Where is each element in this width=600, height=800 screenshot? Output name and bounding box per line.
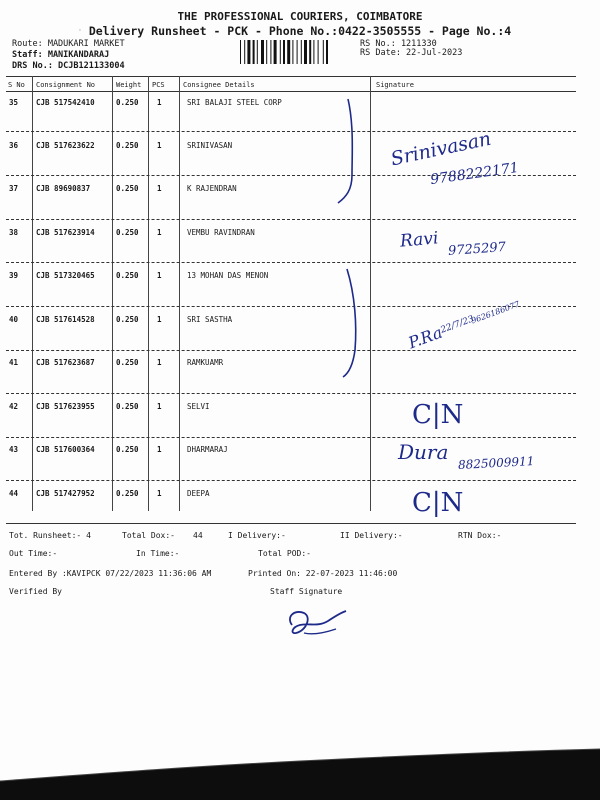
signature-36-name: Srinivasan — [388, 127, 494, 171]
staff-signature-mark — [282, 603, 352, 639]
signature-36-phone: 9788222171 — [429, 159, 520, 189]
staff-signature-label: Staff Signature — [270, 587, 343, 596]
printed-on: Printed On: 22-07-2023 11:46:00 — [248, 569, 398, 578]
signature-40-name: P.Ra — [405, 322, 445, 353]
in-time: In Time:- — [136, 549, 180, 558]
signature-43-phone: 8825009911 — [457, 454, 535, 472]
signature-40-date: 22/7/23 — [439, 314, 476, 336]
row-weight: 0.250 — [116, 402, 139, 411]
col-divider — [32, 76, 33, 511]
row-weight: 0.250 — [116, 445, 139, 454]
row-divider — [6, 393, 576, 394]
entered-by: Entered By :KAVIPCK 07/22/2023 11:36:06 AM — [9, 569, 212, 578]
row-divider — [6, 219, 576, 220]
row-sno: 38 — [9, 228, 19, 237]
verified-by: Verified By — [9, 587, 62, 596]
row-consignment: CJB 89690837 — [36, 184, 91, 193]
col-header-sno: S No — [8, 81, 25, 89]
row-divider — [6, 131, 576, 132]
row-consignment: CJB 517614528 — [36, 315, 95, 324]
row-divider — [6, 437, 576, 438]
col-header-signature: Signature — [376, 81, 414, 89]
row-pcs: 1 — [157, 358, 162, 367]
row-pcs: 1 — [157, 489, 162, 498]
row-sno: 36 — [9, 141, 19, 150]
row-consignee: SELVI — [187, 402, 210, 411]
row-weight: 0.250 — [116, 98, 139, 107]
drs-number: DRS No.: DCJB121133004 — [12, 61, 125, 71]
row-consignee: VEMBU RAVINDRAN — [187, 228, 255, 237]
signature-43-name: Dura — [398, 440, 449, 464]
scan-shadow — [0, 745, 600, 800]
signature-38-phone: 9725297 — [447, 239, 507, 260]
total-runsheet: Tot. Runsheet:- 4 — [9, 531, 91, 540]
row-consignment: CJB 517542410 — [36, 98, 95, 107]
col-divider — [112, 76, 113, 511]
row-consignment: CJB 517623622 — [36, 141, 95, 150]
row-sno: 44 — [9, 489, 19, 498]
row-consignment: CJB 517600364 — [36, 445, 95, 454]
out-time: Out Time:- — [9, 549, 58, 558]
signature-40-phone: 9626186077 — [469, 299, 521, 326]
total-pod: Total POD:- — [258, 549, 311, 558]
row-divider — [6, 306, 576, 307]
total-dox-label: Total Dox:- — [122, 531, 175, 540]
row-weight: 0.250 — [116, 271, 139, 280]
row-consignee: SRI BALAJI STEEL CORP — [187, 98, 282, 107]
row-consignee: K RAJENDRAN — [187, 184, 237, 193]
col-header-consignee: Consignee Details — [183, 81, 255, 89]
bracket-mark — [330, 95, 370, 205]
row-consignee: RAMKUAMR — [187, 358, 224, 367]
row-consignee: SRINIVASAN — [187, 141, 233, 150]
rs-date: RS Date: 22-Jul-2023 — [360, 48, 463, 58]
row-pcs: 1 — [157, 98, 162, 107]
stray-mark: ◦ — [78, 27, 82, 34]
col-header-pcs: PCS — [152, 81, 165, 89]
table-bottom-border — [6, 523, 576, 524]
row-weight: 0.250 — [116, 141, 139, 150]
row-weight: 0.250 — [116, 228, 139, 237]
i-delivery: I Delivery:- — [228, 531, 286, 540]
row-divider — [6, 350, 576, 351]
row-sno: 41 — [9, 358, 19, 367]
row-consignment: CJB 517623955 — [36, 402, 95, 411]
signature-38-name: Ravi — [399, 228, 440, 252]
row-pcs: 1 — [157, 402, 162, 411]
ii-delivery: II Delivery:- — [340, 531, 403, 540]
row-divider — [6, 262, 576, 263]
col-divider — [148, 76, 149, 511]
route-label: Route: MADUKARI MARKET — [12, 39, 125, 49]
runsheet-subtitle: Delivery Runsheet - PCK - Phone No.:0422-3505555 - Page No.:4 — [88, 24, 512, 38]
row-consignment: CJB 517623687 — [36, 358, 95, 367]
row-consignment: CJB 517427952 — [36, 489, 95, 498]
rtn-dox: RTN Dox:- — [458, 531, 502, 540]
staff-label: Staff: MANIKANDARAJ — [12, 50, 110, 60]
col-divider — [179, 76, 180, 511]
table-top-border — [6, 76, 576, 77]
row-pcs: 1 — [157, 445, 162, 454]
row-sno: 39 — [9, 271, 19, 280]
signature-42-cn: C|N — [412, 400, 464, 430]
row-weight: 0.250 — [116, 489, 139, 498]
col-header-consignment: Consignment No — [36, 81, 96, 89]
bracket-mark — [335, 265, 375, 380]
row-sno: 37 — [9, 184, 19, 193]
row-consignment: CJB 517320465 — [36, 271, 95, 280]
signature-44-cn: C|N — [412, 488, 464, 518]
row-divider — [6, 480, 576, 481]
row-pcs: 1 — [157, 228, 162, 237]
row-pcs: 1 — [157, 184, 162, 193]
row-weight: 0.250 — [116, 315, 139, 324]
total-dox-value: 44 — [193, 531, 203, 540]
rs-number: RS No.: 1211330 — [360, 39, 437, 49]
row-consignee: SRI SASTHA — [187, 315, 233, 324]
row-sno: 40 — [9, 315, 19, 324]
row-sno: 42 — [9, 402, 19, 411]
barcode-image — [240, 40, 352, 64]
row-pcs: 1 — [157, 271, 162, 280]
row-consignee: 13 MOHAN DAS MENON — [187, 271, 269, 280]
row-pcs: 1 — [157, 315, 162, 324]
col-header-weight: Weight — [116, 81, 142, 89]
row-sno: 43 — [9, 445, 19, 454]
table-header-border — [6, 91, 576, 92]
row-weight: 0.250 — [116, 184, 139, 193]
row-consignee: DEEPA — [187, 489, 210, 498]
row-consignee: DHARMARAJ — [187, 445, 228, 454]
row-sno: 35 — [9, 98, 19, 107]
row-consignment: CJB 517623914 — [36, 228, 95, 237]
row-weight: 0.250 — [116, 358, 139, 367]
row-pcs: 1 — [157, 141, 162, 150]
company-title: THE PROFESSIONAL COURIERS, COIMBATORE — [177, 10, 423, 23]
